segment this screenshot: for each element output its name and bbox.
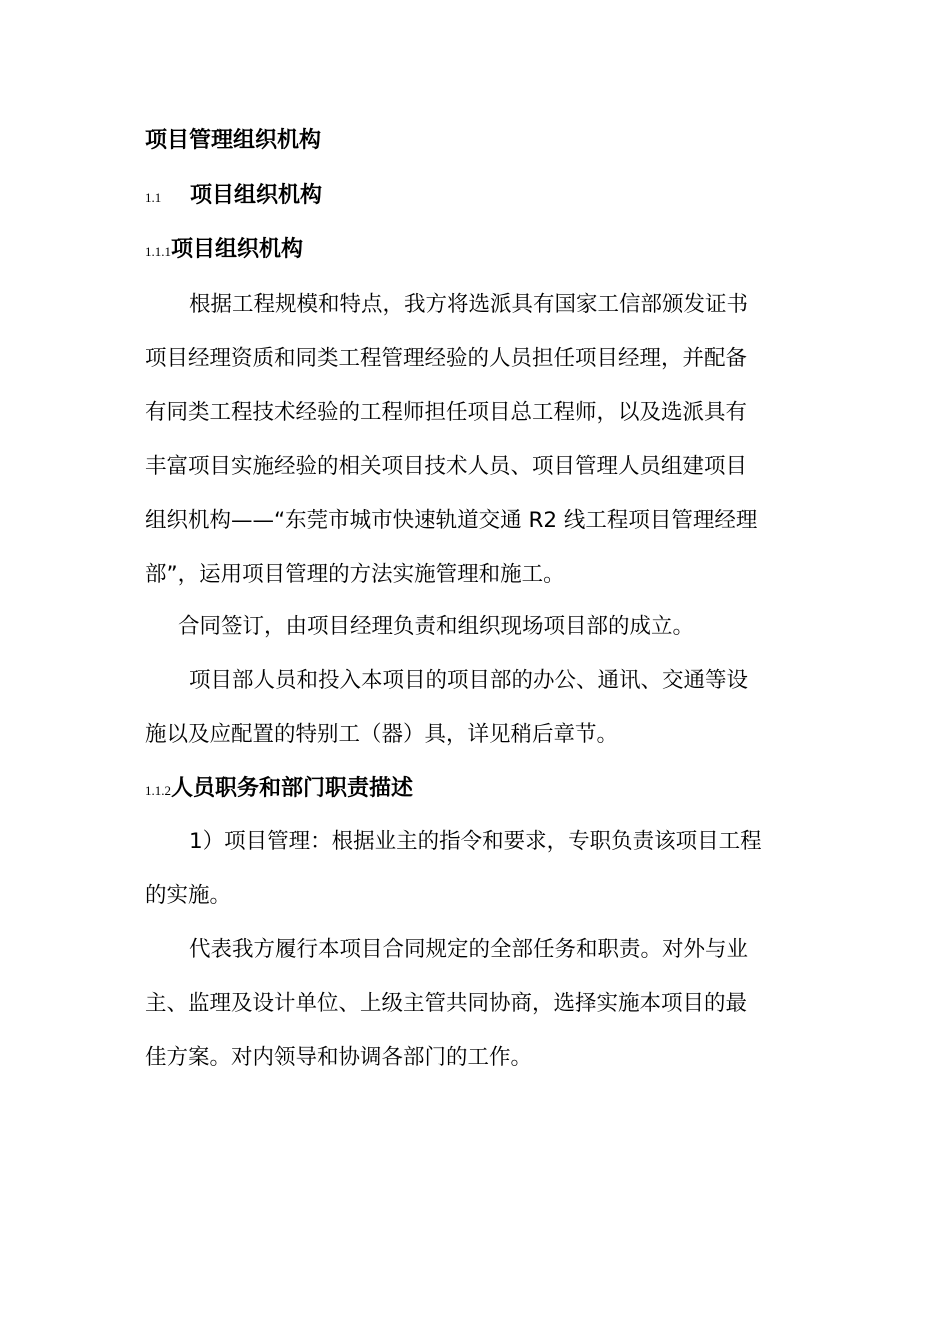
heading-number: 1.1.1 bbox=[145, 244, 171, 259]
heading-1-1-1 bbox=[145, 235, 303, 267]
paragraph-org-intro bbox=[145, 278, 810, 602]
text-line: 项目部人员和投入本项目的项目部的办公、通讯、交通等设 bbox=[189, 668, 749, 693]
heading-text: 项目组织机构 bbox=[171, 237, 304, 262]
text-line: 佳方案。对内领导和协调各部门的工作。 bbox=[145, 1045, 533, 1070]
heading-1-1-2 bbox=[145, 774, 413, 806]
heading-number: 1.1 bbox=[145, 190, 162, 205]
heading-text: 项目组织机构 bbox=[190, 183, 323, 208]
heading-1-1 bbox=[145, 181, 322, 213]
paragraph-duties bbox=[145, 923, 810, 1085]
text-line: 有同类工程技术经验的工程师担任项目总工程师，以及选派具有 bbox=[145, 400, 748, 425]
text-line: 合同签订，由项目经理负责和组织现场项目部的成立。 bbox=[178, 614, 695, 639]
text-line: 根据工程规模和特点，我方将选派具有国家工信部颁发证书 bbox=[189, 292, 749, 317]
text-line: 项目经理资质和同类工程管理经验的人员担任项目经理，并配备 bbox=[145, 346, 748, 371]
heading-number: 1.1.2 bbox=[145, 783, 171, 798]
paragraph-facilities bbox=[145, 654, 810, 762]
doc-title: 项目管理组织机构 bbox=[145, 128, 322, 153]
paragraph-project-management bbox=[145, 815, 810, 923]
text-line: 的实施。 bbox=[145, 883, 232, 908]
text-line: 代表我方履行本项目合同规定的全部任务和职责。对外与业 bbox=[189, 937, 749, 962]
text-line: 部”，运用项目管理的方法实施管理和施工。 bbox=[145, 562, 565, 587]
text-line: 丰富项目实施经验的相关项目技术人员、项目管理人员组建项目 bbox=[145, 454, 748, 479]
heading-text: 人员职务和部门职责描述 bbox=[171, 776, 414, 801]
text-line: 1）项目管理：根据业主的指令和要求，专职负责该项目工程 bbox=[189, 829, 762, 854]
text-line: 施以及应配置的特别工（器）具，详见稍后章节。 bbox=[145, 722, 619, 747]
text-line: 主、监理及设计单位、上级主管共同协商，选择实施本项目的最 bbox=[145, 991, 748, 1016]
text-line: 组织机构——“东莞市城市快速轨道交通 R2 线工程项目管理经理 bbox=[145, 508, 758, 533]
paragraph-contract bbox=[145, 600, 810, 654]
